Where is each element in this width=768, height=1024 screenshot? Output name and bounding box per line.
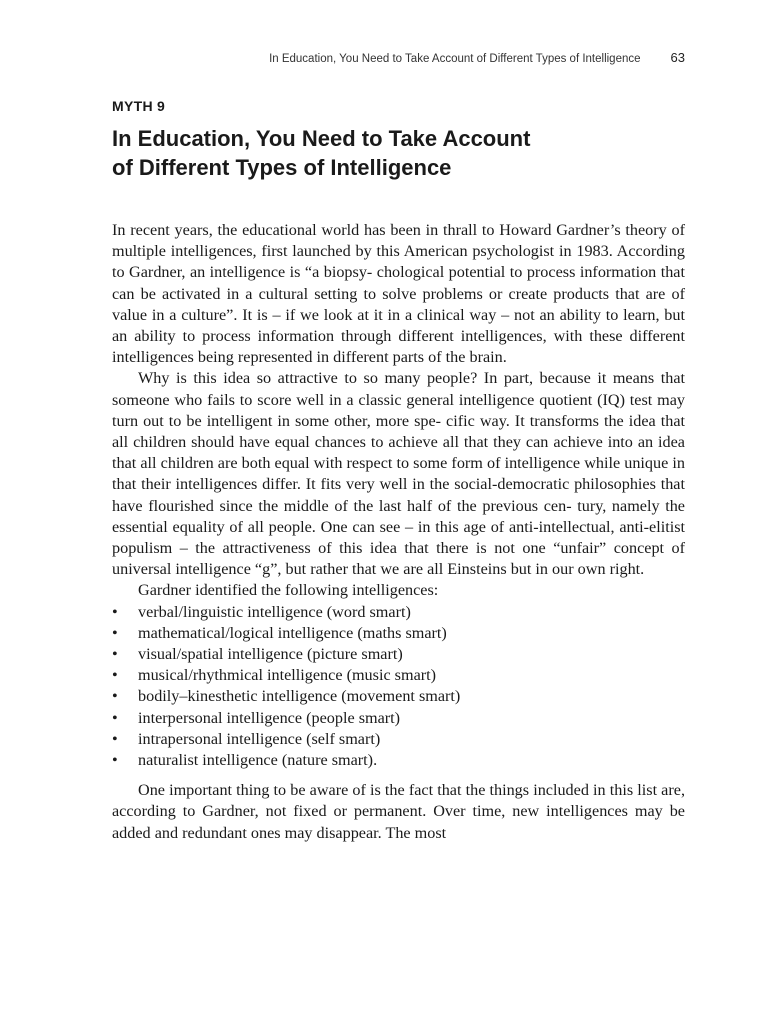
list-item-text: musical/rhythmical intelligence (music smart) [138, 666, 437, 685]
chapter-title-line-1: In Education, You Need to Take Account [112, 126, 531, 151]
bullet-icon: • [112, 645, 118, 664]
running-header-title: In Education, You Need to Take Account of Different Types of Intelligence [269, 53, 641, 65]
list-item-text: visual/spatial intelligence (picture smart) [138, 645, 403, 664]
intelligences-list [112, 602, 685, 772]
list-item [112, 750, 685, 771]
list-item [112, 644, 685, 665]
paragraph-2: Why is this idea so attractive to so many people? In part, because it means that someone who fails to score well in a classic general intelligence quotient (IQ) test may turn out to be intelligent in some other, more spe- cific way. It transforms the idea that all children should have equal chances to achieve all that they can achieve into an idea that all children are both equal with respect to some form of intelligence while unique in that their intelligences differ. It fits very well in the social-democratic philosophies that have flourished since the middle of the last half of the previous cen- tury, namely the essential equality of all people. One can see – in this age of anti-intellectual, anti-elitist populism – the attractiveness of this idea that there is not one “unfair” concept of universal intelligence “g”, but rather that we are all Einsteins but in our own right. [112, 369, 685, 579]
bullet-icon: • [112, 602, 118, 621]
chapter-title-line-2: of Different Types of Intelligence [112, 155, 452, 180]
page-number: 63 [670, 50, 685, 65]
myth-label: MYTH 9 [112, 98, 166, 114]
bullet-icon: • [112, 687, 118, 706]
bullet-icon: • [112, 708, 118, 727]
list-item [112, 729, 685, 750]
list-item-text: mathematical/logical intelligence (maths smart) [138, 623, 447, 642]
paragraph-1: In recent years, the educational world has been in thrall to Howard Gardner’s theory of multiple intelligences, first launched by this American psychologist in 1983. According to Gardner, an intelligence is “a biopsy- chological potential to process information that can be activated in a cultural setting to solve problems or create products that are of value in a culture”. It is – if we look at it in a clinical way – not an ability to learn, but an ability to process information through different intelligences, with these different intelligences being represented in different parts of the brain. [112, 221, 685, 367]
list-item [112, 623, 685, 644]
list-item [112, 665, 685, 686]
bullet-icon: • [112, 623, 118, 642]
list-item [112, 602, 685, 623]
list-item-text: bodily–kinesthetic intelligence (movement smart) [138, 687, 461, 706]
body-text [112, 220, 685, 844]
list-item [112, 708, 685, 729]
list-item-text: verbal/linguistic intelligence (word smart) [138, 602, 411, 621]
list-item-text: intrapersonal intelligence (self smart) [138, 729, 381, 748]
list-item [112, 686, 685, 707]
bullet-icon: • [112, 666, 118, 685]
bullet-icon: • [112, 729, 118, 748]
list-item-text: naturalist intelligence (nature smart). [138, 751, 378, 770]
paragraph-4: One important thing to be aware of is the fact that the things included in this list are, according to Gardner, not fixed or permanent. Over time, new intelligences may be added and redundant ones may disappear. The most [112, 781, 685, 842]
chapter-title [112, 124, 685, 182]
paragraph-3: Gardner identified the following intelligences: [138, 581, 439, 600]
list-item-text: interpersonal intelligence (people smart) [138, 708, 401, 727]
running-header [112, 50, 685, 65]
bullet-icon: • [112, 751, 118, 770]
